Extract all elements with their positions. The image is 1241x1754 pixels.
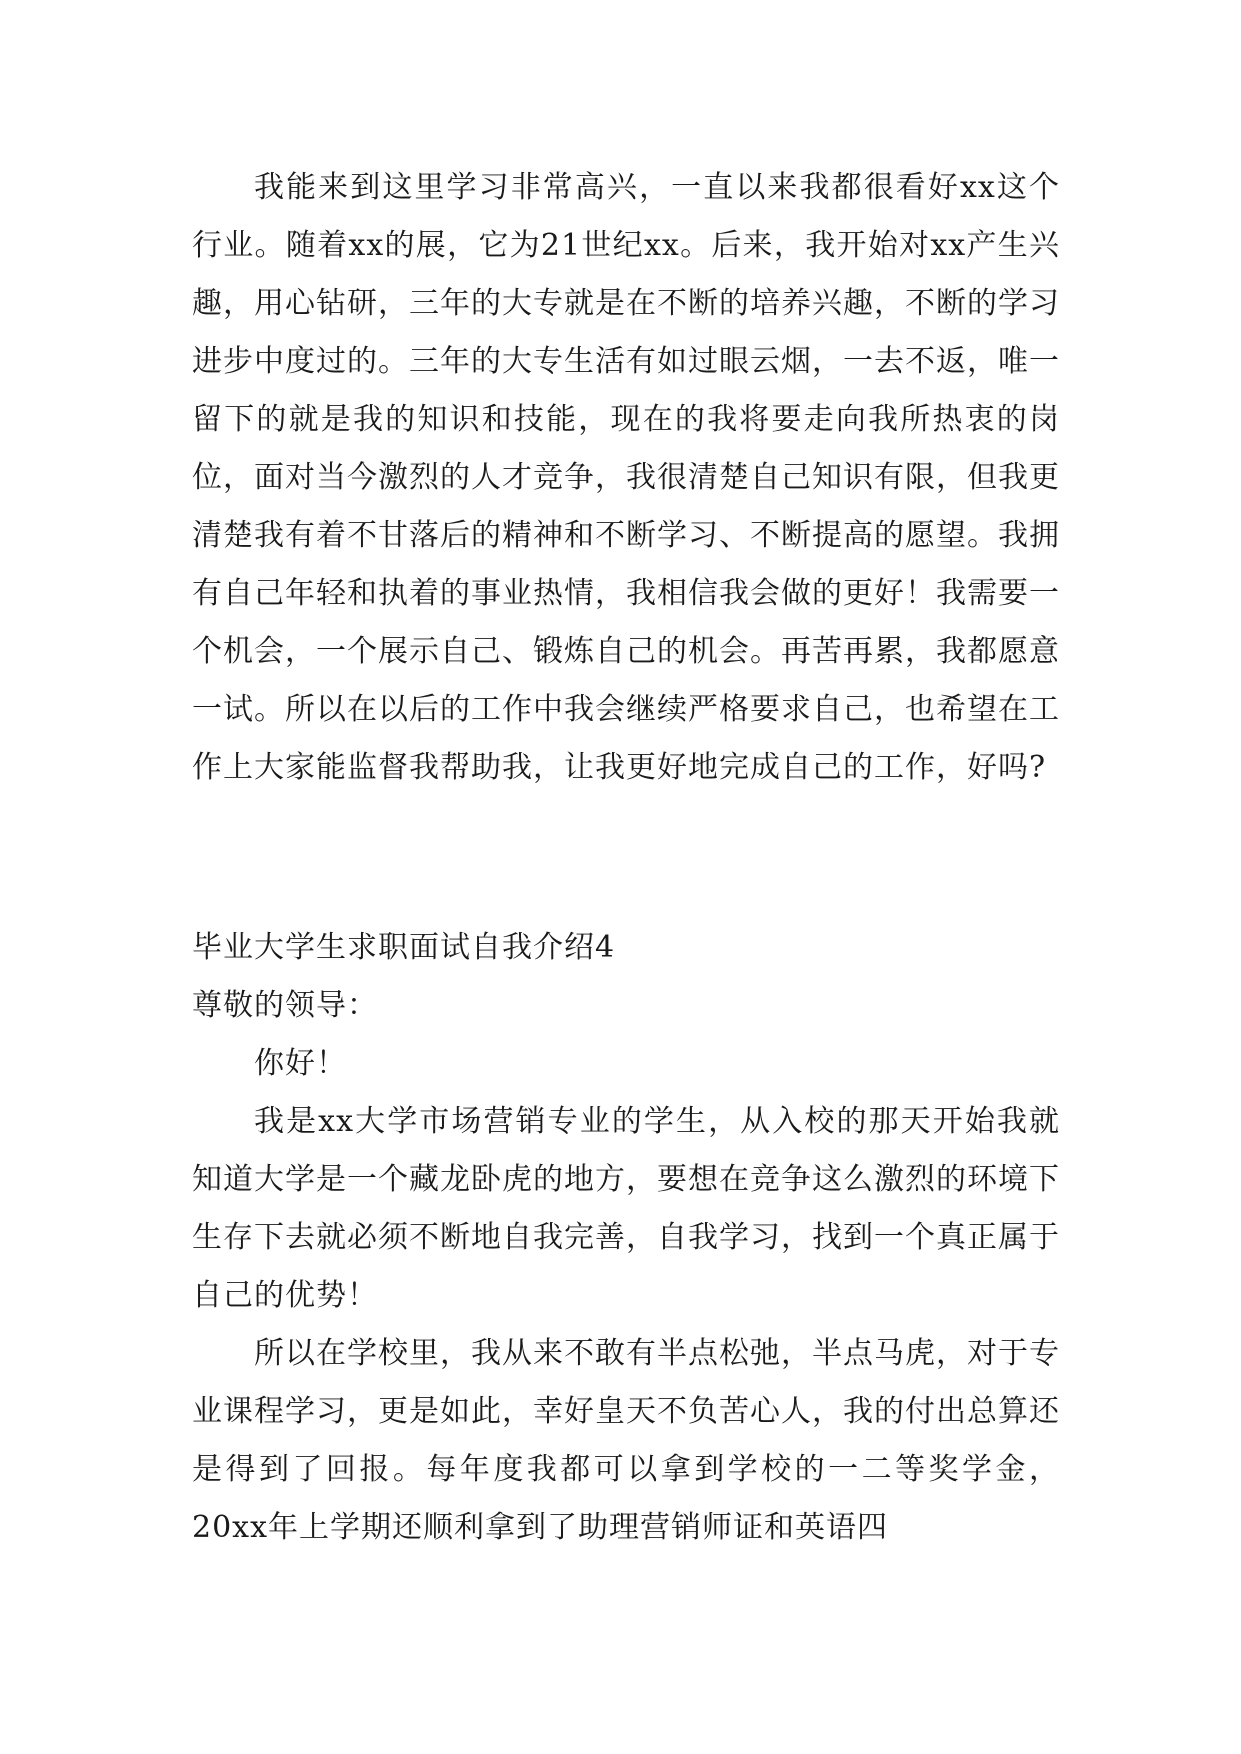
- section-title: 毕业大学生求职面试自我介绍4: [192, 930, 616, 965]
- body-paragraph: 我能来到这里学习非常高兴，一直以来我都很看好xx这个行业。随着xx的展，它为21世纪xx。后来，我开始对xx产生兴趣，用心钻研，三年的大专就是在不断的培养兴趣，不断的学习进步中度过的。三年的大专生活有如过眼云烟，一去不返，唯一留下的就是我的知识和技能，现在的我将要走向我所热衷的岗位，面对当今激烈的人才竞争，我很清楚自己知识有限，但我更清楚我有着不甘落后的精神和不断学习、不断提高的愿望。我拥有自己年轻和执着的事业热情，我相信我会做的更好！我需要一个机会，一个展示自己、锻炼自己的机会。再苦再累，我都愿意一试。所以在以后的工作中我会继续严格要求自己，也希望在工作上大家能监督我帮助我，让我更好地完成自己的工作，好吗?: [192, 170, 1060, 785]
- body-paragraph: 所以在学校里，我从来不敢有半点松弛，半点马虎，对于专业课程学习，更是如此，幸好皇天不负苦心人，我的付出总算还是得到了回报。每年度我都可以拿到学校的一二等奖学金，20xx年上学期还顺利拿到了助理营销师证和英语四: [192, 1336, 1060, 1545]
- greeting: 你好！: [254, 1046, 347, 1081]
- previous-section-body: [192, 159, 1060, 797]
- section-4: [192, 919, 1060, 1557]
- body-paragraph: 我是xx大学市场营销专业的学生，从入校的那天开始我就知道大学是一个藏龙卧虎的地方，要想在竞争这么激烈的环境下生存下去就必须不断地自我完善，自我学习，找到一个真正属于自己的优势！: [192, 1104, 1060, 1313]
- salutation: 尊敬的领导：: [192, 988, 378, 1023]
